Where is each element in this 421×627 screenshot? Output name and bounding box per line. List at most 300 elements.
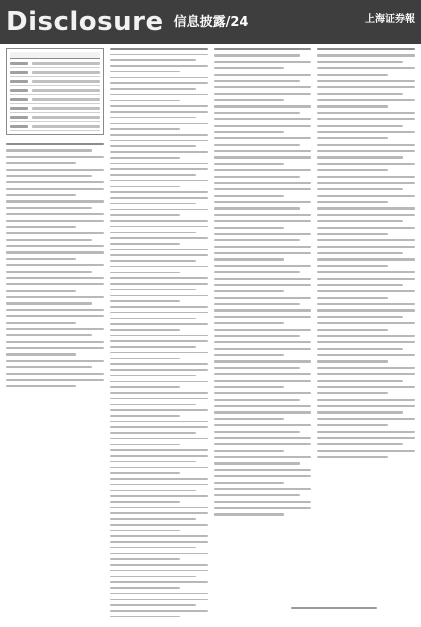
column-1: [6, 48, 104, 619]
text-line: [317, 309, 415, 311]
text-line: [317, 437, 415, 439]
text-line: [317, 252, 403, 254]
text-line: [6, 322, 76, 324]
text-line: [214, 354, 284, 356]
text-line: [110, 610, 208, 612]
text-line: [214, 54, 300, 56]
text-line: [110, 237, 208, 239]
text-line: [110, 318, 196, 320]
text-line: [317, 424, 387, 426]
text-line: [110, 490, 196, 492]
text-line: [110, 226, 208, 228]
text-line: [317, 169, 387, 171]
text-line: [110, 335, 208, 337]
text-line: [6, 194, 76, 196]
text-line: [291, 607, 377, 609]
text-line: [110, 312, 208, 314]
text-line: [110, 484, 208, 486]
text-line: [110, 197, 208, 199]
text-line: [110, 541, 208, 543]
text-line: [6, 156, 104, 158]
text-line: [317, 354, 415, 356]
text-line: [214, 418, 284, 420]
text-line: [110, 547, 196, 549]
masthead-right: [359, 10, 415, 25]
text-line: [6, 232, 104, 234]
text-line: [214, 309, 312, 311]
text-line: [110, 134, 208, 136]
text-line: [214, 297, 312, 299]
text-line: [6, 258, 76, 260]
text-line: [110, 203, 196, 205]
text-line: [317, 74, 387, 76]
text-line: [6, 239, 92, 241]
text-line: [214, 93, 312, 95]
text-line: [214, 265, 312, 267]
text-line: [110, 140, 208, 142]
text-line: [110, 587, 180, 589]
text-line: [110, 48, 208, 50]
text-line: [214, 424, 312, 426]
text-line: [317, 405, 415, 407]
text-line: [110, 277, 208, 279]
text-line: [110, 254, 208, 256]
text-line: [317, 443, 403, 445]
text-line: [6, 296, 104, 298]
text-line: [214, 316, 312, 318]
text-line: [214, 322, 284, 324]
text-line: [6, 334, 92, 336]
text-line: [110, 289, 196, 291]
text-line: [214, 195, 284, 197]
text-line: [317, 360, 387, 362]
text-line: [317, 418, 415, 420]
text-line: [317, 144, 415, 146]
text-line: [214, 341, 312, 343]
text-line: [6, 283, 104, 285]
text-line: [317, 137, 387, 139]
section-title: 信息披露/24: [173, 14, 249, 30]
text-line: [110, 599, 208, 601]
text-line: [317, 163, 415, 165]
text-line: [317, 335, 415, 337]
text-line: [110, 501, 180, 503]
text-line: [110, 54, 208, 56]
text-line: [6, 328, 104, 330]
text-line: [110, 518, 196, 520]
text-line: [214, 74, 312, 76]
text-line: [110, 214, 180, 216]
text-line: [110, 604, 196, 606]
text-line: [110, 461, 196, 463]
text-line: [110, 157, 180, 159]
text-line: [110, 381, 208, 383]
table-row: [10, 107, 100, 113]
text-line: [214, 411, 312, 413]
text-line: [317, 411, 403, 413]
text-line: [214, 105, 312, 107]
text-line: [214, 258, 284, 260]
text-line: [214, 437, 312, 439]
text-line: [110, 352, 208, 354]
text-line: [6, 264, 104, 266]
text-line: [214, 137, 312, 139]
text-line: [317, 271, 415, 273]
text-line: [6, 379, 104, 381]
text-line: [110, 105, 208, 107]
text-line: [317, 86, 415, 88]
text-line: [214, 86, 312, 88]
text-line: [6, 149, 92, 151]
text-line: [214, 450, 284, 452]
text-line: [317, 207, 415, 209]
text-line: [214, 405, 312, 407]
text-line: [214, 431, 300, 433]
text-line: [214, 201, 312, 203]
text-line: [110, 82, 208, 84]
text-line: [214, 214, 312, 216]
text-line: [317, 93, 403, 95]
text-line: [6, 347, 104, 349]
article-columns: [6, 48, 415, 619]
text-line: [110, 524, 208, 526]
text-line: [6, 271, 92, 273]
text-line: [214, 61, 312, 63]
masthead-brand: Disclosure: [6, 7, 164, 37]
text-line: [110, 570, 208, 572]
text-line: [214, 392, 312, 394]
text-line: [214, 329, 312, 331]
text-line: [317, 156, 403, 158]
text-line: [110, 151, 208, 153]
table-header: [10, 52, 100, 59]
text-line: [6, 373, 104, 375]
text-line: [214, 380, 312, 382]
table-row: [10, 71, 100, 77]
table-row: [10, 116, 100, 122]
text-line: [110, 346, 196, 348]
text-line: [317, 112, 415, 114]
text-line: [110, 409, 208, 411]
text-line: [110, 128, 180, 130]
text-line: [317, 125, 403, 127]
text-line: [6, 162, 76, 164]
text-line: [317, 284, 403, 286]
text-line: [214, 335, 300, 337]
disclosure-table: [6, 48, 104, 135]
text-line: [6, 353, 76, 355]
text-line: [110, 295, 208, 297]
text-line: [110, 369, 208, 371]
text-line: [317, 322, 415, 324]
text-line: [214, 494, 300, 496]
text-line: [317, 188, 403, 190]
text-line: [110, 111, 208, 113]
text-line: [6, 181, 104, 183]
table-row: [10, 98, 100, 104]
text-line: [110, 329, 180, 331]
text-line: [214, 360, 312, 362]
text-line: [110, 576, 196, 578]
text-line: [317, 214, 415, 216]
text-line: [110, 283, 208, 285]
text-line: [6, 169, 104, 171]
text-line: [6, 220, 104, 222]
text-line: [214, 188, 312, 190]
text-line: [6, 315, 104, 317]
text-line: [317, 348, 403, 350]
text-line: [317, 195, 415, 197]
text-line: [6, 188, 104, 190]
table-row: [10, 89, 100, 95]
text-line: [214, 112, 300, 114]
text-line: [6, 175, 92, 177]
text-line: [317, 278, 415, 280]
text-line: [110, 163, 208, 165]
text-line: [110, 495, 208, 497]
text-line: [214, 233, 312, 235]
text-line: [110, 421, 208, 423]
text-line: [317, 297, 387, 299]
text-line: [214, 501, 312, 503]
column-4: [317, 48, 415, 619]
text-line: [110, 306, 208, 308]
text-line: [317, 392, 387, 394]
text-line: [110, 415, 180, 417]
text-line: [110, 59, 196, 61]
text-line: [214, 246, 312, 248]
text-line: [214, 399, 300, 401]
text-line: [110, 530, 180, 532]
text-line: [214, 507, 312, 509]
text-line: [214, 290, 284, 292]
table-row: [10, 125, 100, 131]
text-line: [317, 431, 415, 433]
text-line: [110, 432, 196, 434]
text-line: [110, 564, 208, 566]
text-line: [317, 67, 415, 69]
text-line: [317, 258, 415, 260]
text-line: [317, 150, 415, 152]
text-line: [214, 462, 300, 464]
text-line: [110, 386, 180, 388]
text-line: [110, 191, 208, 193]
text-line: [6, 302, 92, 304]
text-line: [110, 392, 208, 394]
text-line: [110, 404, 196, 406]
text-line: [317, 201, 387, 203]
text-line: [214, 182, 312, 184]
text-line: [214, 169, 312, 171]
text-line: [110, 266, 208, 268]
text-line: [317, 131, 415, 133]
masthead: [0, 0, 421, 44]
text-line: [214, 125, 312, 127]
table-row: [10, 80, 100, 86]
text-line: [110, 243, 180, 245]
text-line: [214, 278, 312, 280]
text-line: [110, 558, 180, 560]
text-line: [6, 341, 104, 343]
text-line: [317, 61, 403, 63]
text-line: [110, 272, 180, 274]
text-line: [214, 513, 284, 515]
text-line: [214, 220, 312, 222]
text-line: [6, 360, 104, 362]
text-line: [317, 373, 415, 375]
text-line: [110, 363, 208, 365]
text-line: [110, 438, 208, 440]
text-line: [110, 168, 208, 170]
text-line: [214, 456, 312, 458]
text-line: [317, 341, 415, 343]
text-line: [214, 99, 284, 101]
text-line: [110, 581, 208, 583]
text-line: [317, 303, 415, 305]
text-line: [214, 271, 300, 273]
text-line: [317, 54, 415, 56]
text-line: [6, 143, 104, 145]
text-line: [110, 94, 208, 96]
text-line: [6, 309, 104, 311]
text-line: [110, 123, 208, 125]
text-line: [214, 284, 312, 286]
text-line: [110, 100, 180, 102]
text-line: [110, 260, 196, 262]
text-line: [6, 207, 92, 209]
text-line: [110, 323, 208, 325]
text-line: [6, 213, 104, 215]
text-line: [317, 450, 415, 452]
closing-signature-block: [291, 594, 411, 611]
text-line: [214, 67, 284, 69]
text-line: [317, 118, 415, 120]
text-line: [110, 209, 208, 211]
text-line: [110, 117, 196, 119]
text-line: [110, 512, 208, 514]
text-line: [110, 426, 208, 428]
text-line: [214, 150, 312, 152]
text-line: [317, 246, 415, 248]
text-line: [110, 375, 196, 377]
text-line: [110, 145, 196, 147]
text-line: [110, 174, 196, 176]
text-line: [110, 507, 208, 509]
text-line: [214, 118, 312, 120]
text-line: [110, 535, 208, 537]
text-line: [317, 316, 403, 318]
text-line: [214, 482, 284, 484]
text-line: [110, 88, 196, 90]
text-line: [214, 348, 312, 350]
text-line: [110, 340, 208, 342]
text-line: [214, 367, 300, 369]
text-line: [6, 385, 76, 387]
text-line: [317, 48, 415, 50]
text-line: [317, 367, 415, 369]
column-2: [110, 48, 208, 619]
text-line: [110, 449, 208, 451]
text-line: [214, 48, 312, 50]
text-line: [110, 444, 180, 446]
text-line: [317, 329, 387, 331]
text-line: [110, 300, 180, 302]
text-line: [317, 99, 415, 101]
text-line: [214, 252, 312, 254]
text-line: [110, 220, 208, 222]
text-line: [110, 616, 180, 618]
text-line: [317, 290, 415, 292]
text-line: [110, 65, 208, 67]
text-line: [6, 251, 104, 253]
text-line: [317, 239, 415, 241]
text-line: [6, 290, 76, 292]
text-line: [214, 443, 312, 445]
text-line: [214, 475, 312, 477]
text-line: [214, 469, 312, 471]
text-line: [110, 467, 208, 469]
text-line: [110, 186, 180, 188]
text-line: [6, 366, 92, 368]
text-line: [6, 200, 104, 202]
text-line: [317, 233, 387, 235]
text-line: [110, 553, 208, 555]
text-line: [6, 226, 76, 228]
table-row: [10, 62, 100, 68]
text-line: [214, 131, 284, 133]
text-line: [110, 249, 208, 251]
text-line: [214, 373, 312, 375]
text-line: [317, 386, 415, 388]
text-line: [317, 456, 387, 458]
text-line: [214, 488, 312, 490]
text-line: [214, 163, 284, 165]
text-line: [317, 227, 415, 229]
text-line: [110, 180, 208, 182]
text-line: [214, 144, 300, 146]
text-line: [110, 398, 208, 400]
text-line: [110, 455, 208, 457]
text-line: [110, 478, 208, 480]
text-line: [317, 220, 403, 222]
text-line: [214, 156, 312, 158]
newspaper-logo: 上海证券報: [365, 14, 415, 25]
text-line: [317, 399, 415, 401]
text-line: [110, 593, 208, 595]
text-line: [317, 176, 415, 178]
text-line: [110, 472, 180, 474]
text-line: [317, 80, 415, 82]
text-line: [214, 176, 300, 178]
text-line: [317, 105, 387, 107]
text-line: [110, 232, 196, 234]
text-line: [214, 239, 300, 241]
text-line: [317, 265, 387, 267]
text-line: [214, 207, 300, 209]
text-line: [110, 77, 208, 79]
text-line: [110, 71, 180, 73]
text-line: [214, 80, 300, 82]
text-line: [214, 386, 284, 388]
text-line: [6, 277, 104, 279]
column-3: [214, 48, 312, 619]
text-line: [214, 227, 284, 229]
text-line: [317, 380, 403, 382]
text-line: [317, 182, 415, 184]
text-line: [110, 358, 180, 360]
text-line: [214, 303, 300, 305]
text-line: [6, 245, 104, 247]
